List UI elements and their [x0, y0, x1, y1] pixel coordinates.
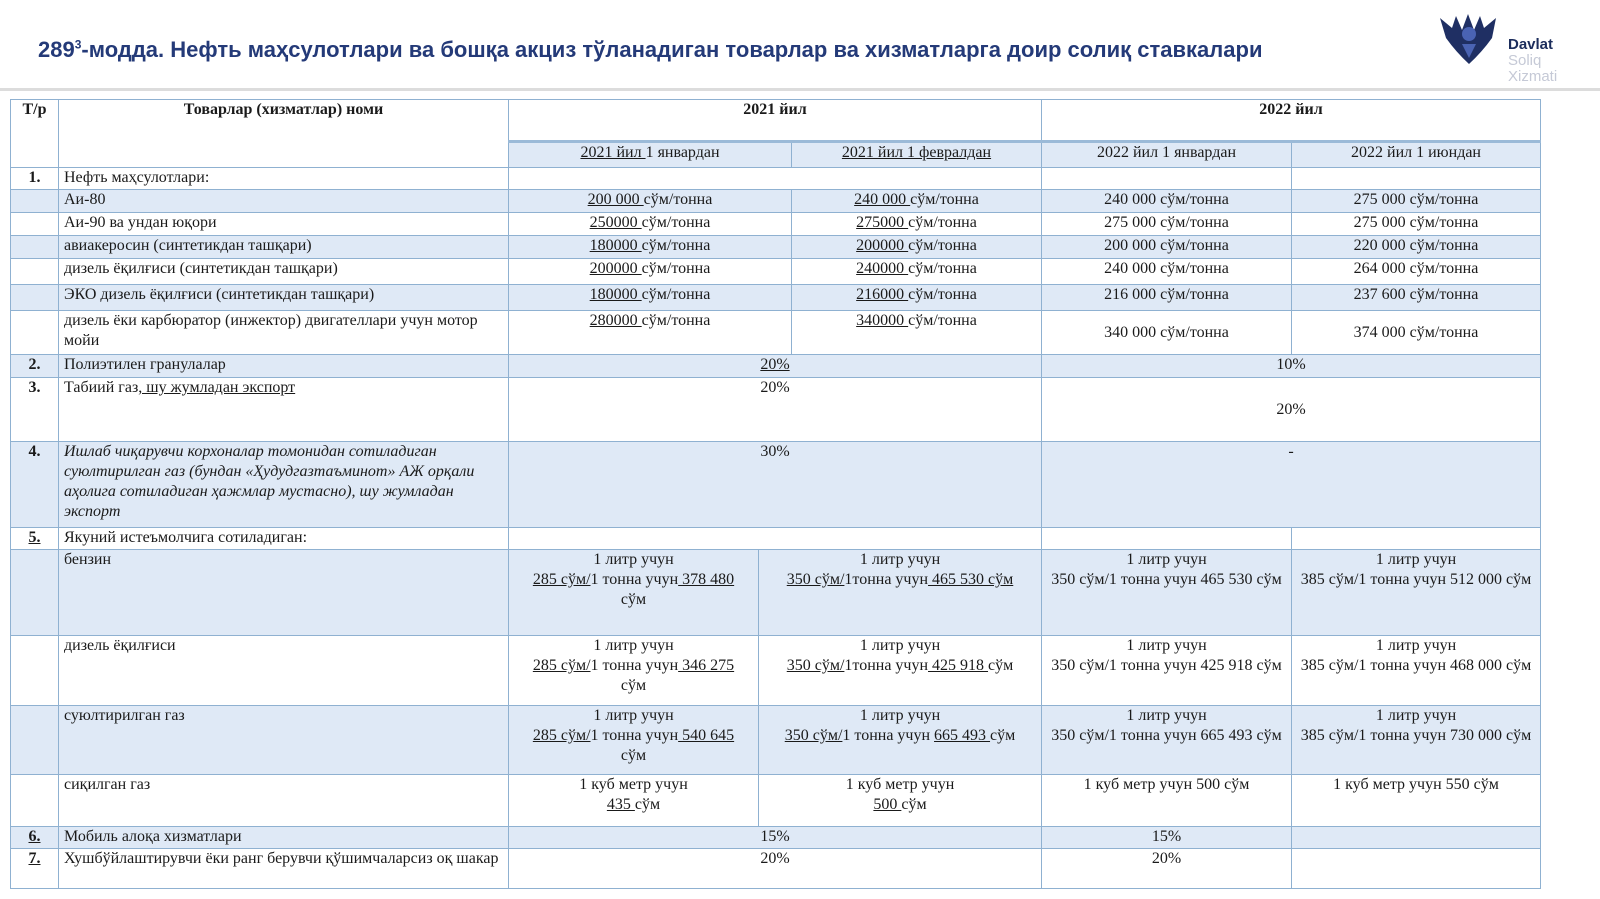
rate-2022-jun: 374 000 сўм/тонна	[1292, 311, 1541, 355]
rate-2022: 10%	[1042, 355, 1541, 378]
row-name: суюлтирилган газ	[59, 706, 509, 775]
rate-2021-feb: 216000 сўм/тонна	[792, 285, 1042, 311]
rate-2022-jan: 340 000 сўм/тонна	[1042, 311, 1292, 355]
rate-2021-jan: 1 литр учун 285 сўм/1 тонна учун 346 275 сўм	[509, 636, 759, 706]
row-num: 2.	[11, 355, 59, 378]
row-num: 1.	[11, 168, 59, 190]
page-title: $289^3$-модда. Нефть маҳсулотлари ва бошқа акциз тўланадиган товарлар ва хизматларга доир солиқ ставкалари	[38, 37, 1263, 62]
row-name: дизель ёқилғиси	[59, 636, 509, 706]
rate-2022-jan: 240 000 сўм/тонна	[1042, 190, 1292, 213]
row-name: дизель ёки карбюратор (инжектор) двигателлари учун мотор мойи	[59, 311, 509, 355]
rate-2021: 20%	[509, 355, 1042, 378]
rate-2021-feb: 1 куб метр учун 500 сўм	[759, 775, 1042, 827]
row-name: Мобиль алоқа хизматлари	[59, 827, 509, 849]
eagle-emblem-icon	[1438, 12, 1500, 66]
rate-2021-feb: 340000 сўм/тонна	[792, 311, 1042, 355]
row-num: 4.	[11, 442, 59, 528]
row-name: Табиий газ, шу жумладан экспорт	[59, 378, 509, 442]
rate-2021: 20%	[509, 849, 1042, 889]
tax-service-logo: Davlat Soliq Xizmati	[1438, 12, 1588, 84]
rate-2022-jun: 1 литр учун 385 сўм/1 тонна учун 468 000 сўм	[1292, 636, 1541, 706]
row-num: 7.	[11, 849, 59, 889]
row-name: авиакеросин (синтетикдан ташқари)	[59, 236, 509, 259]
row-name: дизель ёқилғиси (синтетикдан ташқари)	[59, 259, 509, 285]
rate-2022-jun: 220 000 сўм/тонна	[1292, 236, 1541, 259]
rate-2021-feb: 1 литр учун 350 сўм/1 тонна учун 665 493 сўм	[759, 706, 1042, 775]
row-name: бензин	[59, 550, 509, 636]
rate-2022: 20%	[1042, 378, 1541, 442]
rate-2021-jan: 250000 сўм/тонна	[509, 213, 792, 236]
header-2022: 2022 йил	[1042, 100, 1541, 142]
rate-2022-jun: 264 000 сўм/тонна	[1292, 259, 1541, 285]
rate-2022-jan: 15%	[1042, 827, 1292, 849]
rate-2021: 30%	[509, 442, 1042, 528]
subheader-2022-jun: 2022 йил 1 июндан	[1292, 142, 1541, 168]
rate-2021-feb: 1 литр учун 350 сўм/1тонна учун 465 530 сўм	[759, 550, 1042, 636]
rate-2021-jan: 200 000 сўм/тонна	[509, 190, 792, 213]
rate-2021-jan: 180000 сўм/тонна	[509, 285, 792, 311]
row-name: Аи-80	[59, 190, 509, 213]
rate-2021-feb: 240000 сўм/тонна	[792, 259, 1042, 285]
rate-2022-jun: 1 куб метр учун 550 сўм	[1292, 775, 1541, 827]
rate-2022-jan: 275 000 сўм/тонна	[1042, 213, 1292, 236]
rate-2022-jan: 1 куб метр учун 500 сўм	[1042, 775, 1292, 827]
rate-2021: 20%	[509, 378, 1042, 442]
row-name: Нефть маҳсулотлари:	[59, 168, 509, 190]
rate-2022-jan: 216 000 сўм/тонна	[1042, 285, 1292, 311]
row-name: Полиэтилен гранулалар	[59, 355, 509, 378]
rate-2021: 15%	[509, 827, 1042, 849]
row-name: ЭКО дизель ёқилғиси (синтетикдан ташқари)	[59, 285, 509, 311]
rate-2022-jan: 200 000 сўм/тонна	[1042, 236, 1292, 259]
rate-2022-jan: 1 литр учун 350 сўм/1 тонна учун 425 918 сўм	[1042, 636, 1292, 706]
rate-2022: -	[1042, 442, 1541, 528]
rate-2021-jan: 1 куб метр учун 435 сўм	[509, 775, 759, 827]
rate-2022-jun: 1 литр учун 385 сўм/1 тонна учун 512 000 сўм	[1292, 550, 1541, 636]
rate-2022-jan: 20%	[1042, 849, 1292, 889]
rate-2021-feb: 275000 сўм/тонна	[792, 213, 1042, 236]
subheader-2022-jan: 2022 йил 1 январдан	[1042, 142, 1292, 168]
excise-rates-table	[10, 99, 1541, 889]
rate-2021-jan: 180000 сўм/тонна	[509, 236, 792, 259]
row-num: 6.	[11, 827, 59, 849]
rate-2021-jan: 1 литр учун 285 сўм/1 тонна учун 540 645 сўм	[509, 706, 759, 775]
rate-2021-feb: 200000 сўм/тонна	[792, 236, 1042, 259]
row-name: сиқилган газ	[59, 775, 509, 827]
rate-2022-jan: 1 литр учун 350 сўм/1 тонна учун 465 530 сўм	[1042, 550, 1292, 636]
subheader-2021-feb: 2021 йил 1 февралдан	[792, 142, 1042, 168]
rate-2021-jan: 200000 сўм/тонна	[509, 259, 792, 285]
header-2021: 2021 йил	[509, 100, 1042, 142]
row-name: Хушбўйлаштирувчи ёки ранг берувчи қўшимчаларсиз оқ шакар	[59, 849, 509, 889]
row-name: Аи-90 ва ундан юқори	[59, 213, 509, 236]
rate-2021-feb: 1 литр учун 350 сўм/1тонна учун 425 918 сўм	[759, 636, 1042, 706]
rate-2022-jun: 275 000 сўм/тонна	[1292, 190, 1541, 213]
rate-2022-jan: 240 000 сўм/тонна	[1042, 259, 1292, 285]
row-name: Якуний истеъмолчига сотиладиган:	[59, 528, 509, 550]
rate-2021-jan: 1 литр учун 285 сўм/1 тонна учун 378 480 сўм	[509, 550, 759, 636]
rate-2021-feb: 240 000 сўм/тонна	[792, 190, 1042, 213]
rate-2022-jun: 275 000 сўм/тонна	[1292, 213, 1541, 236]
rate-2022-jun: 1 литр учун 385 сўм/1 тонна учун 730 000 сўм	[1292, 706, 1541, 775]
rate-2021-jan: 280000 сўм/тонна	[509, 311, 792, 355]
row-num: 5.	[11, 528, 59, 550]
rate-2022-jun: 237 600 сўм/тонна	[1292, 285, 1541, 311]
header-name: Товарлар (хизматлар) номи	[59, 100, 509, 168]
row-num: 3.	[11, 378, 59, 442]
header-num: Т/р	[11, 100, 59, 168]
subheader-2021-jan: 2021 йил 1 январдан	[509, 142, 792, 168]
row-name: Ишлаб чиқарувчи корхоналар томонидан сотиладиган суюлтирилган газ (бундан «Ҳудудгазтаъминот» АЖ орқали аҳолига сотиладиган ҳажмлар мустасно), шу жумладан экспорт	[59, 442, 509, 528]
slide-header	[0, 0, 1600, 91]
rate-2022-jan: 1 литр учун 350 сўм/1 тонна учун 665 493 сўм	[1042, 706, 1292, 775]
